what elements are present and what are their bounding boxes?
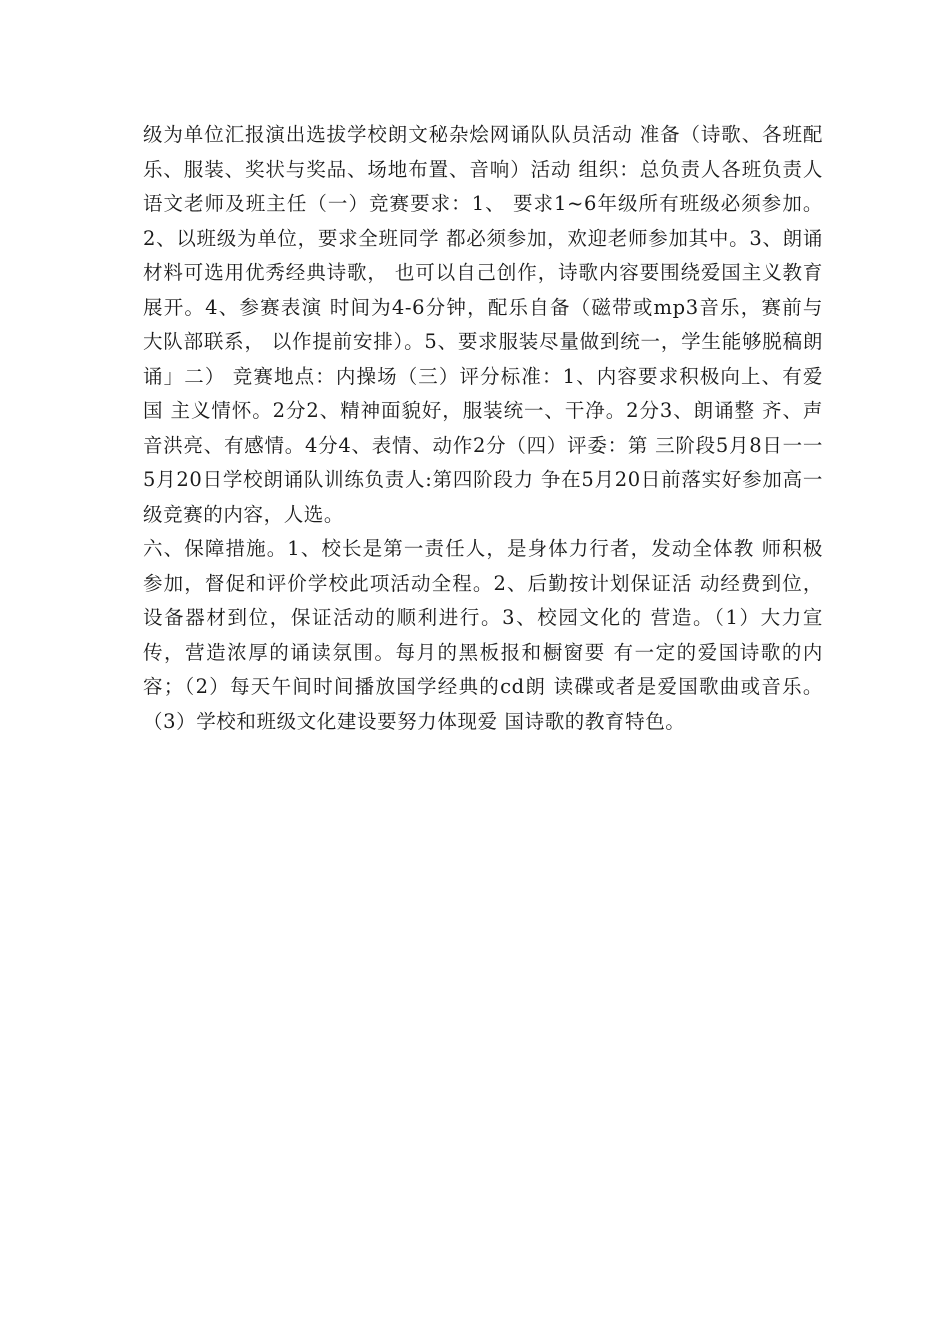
paragraph-safeguard-measures: 六、保障措施。1、校长是第一责任人，是身体力行者，发动全体教 师积极参加，督促和评价学校此项活动全程。2、后勤按计划保证活 动经费到位，设备器材到位，保证活动的顺利进行。3、校园文化的 营造。（1）大力宣传，营造浓厚的诵读氛围。每月的黑板报和橱窗要 有一定的爱国诗歌的内容；（2）每天午间时间播放国学经典的cd朗 读碟或者是爱国歌曲或音乐。（3）学校和班级文化建设要努力体现爱 国诗歌的教育特色。 — [143, 537, 823, 733]
paragraph-activity-plan: 级为单位汇报演出选拔学校朗文秘杂烩网诵队队员活动 准备（诗歌、各班配乐、服装、奖状与奖品、场地布置、音响）活动 组织：总负责人各班负责人 语文老师及班主任（一）竞赛要求：1、 要求1~6年级所有班级必须参加。2、以班级为单位，要求全班同学 都必须参加，欢迎老师参加其中。3、朗诵材料可选用优秀经典诗歌， 也可以自己创作，诗歌内容要围绕爱国主义教育展开。4、参赛表演 时间为4-6分钟，配乐自备（磁带或mp3音乐，赛前与大队部联系， 以作提前安排）。5、要求服装尽量做到统一，学生能够脱稿朗诵」二） 竞赛地点：内操场（三）评分标准：1、内容要求积极向上、有爱国 主义情怀。2分2、精神面貌好，服装统一、干净。2分3、朗诵整 齐、声音洪亮、有感情。4分4、表情、动作2分（四）评委：第 三阶段5月8日一一5月20日学校朗诵队训练负责人:第四阶段力 争在5月20日前落实好参加高一级竞赛的内容，人选。 — [143, 123, 823, 526]
document-body — [143, 118, 823, 739]
